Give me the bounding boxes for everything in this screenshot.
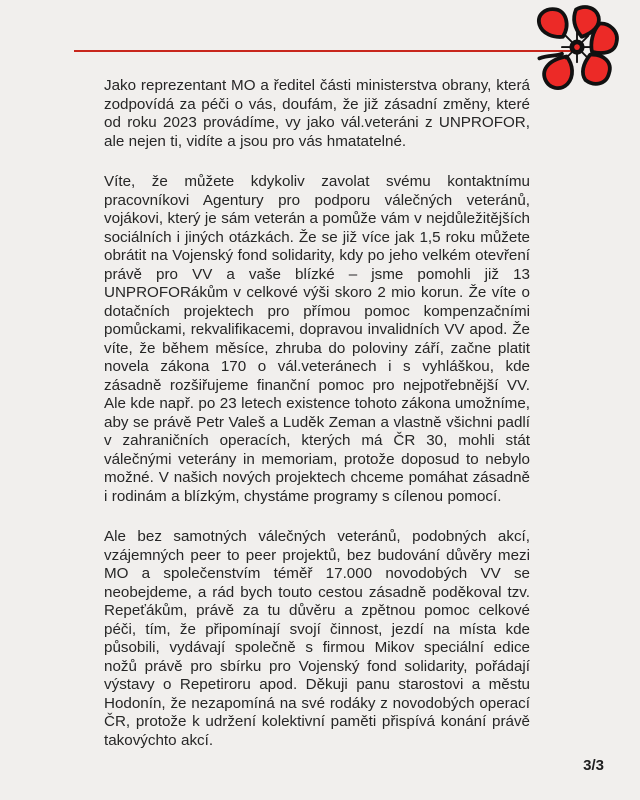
letter-body [104,77,530,772]
paragraph-2: Víte, že můžete kdykoliv zavolat svému kontaktnímu pracovníkovi Agentury pro podporu válečných veteránů, vojákovi, který je sám veterán a pomůže vám v nejdůležitějších sociálních i jiných otázkách. Že se již více jak 1,5 roku můžete obrátit na Vojenský fond solidarity, kdy po jeho velkém otevření právě pro VV a vaše blízké – jsme pomohli již 13 UNPROFORákům v celkové výši skoro 2 mio korun. Že víte o dotačních projektech pro přímou pomoc kompenzačními pomůckami, rekvalifikacemi, dopravou invalidních VV apod. Že víte, že během měsíce, zhruba do poloviny září, začne platit novela zákona 170 o vál.veteránech i s vyhláškou, kde zásadně rozšiřujeme finanční pomoc pro nejpotřebnější VV. Ale kde např. po 23 letech existence tohoto zákona umožníme, aby se právě Petr Valeš a Luděk Zeman a vlastně všichni padlí v zahraničních operacích, kterých má ČR 30, mohli stát válečnými veterány in memoriam, protože doposud to nebylo možné. V našich nových projektech chceme pomáhat zásadně i rodinám a blízkým, chystáme programy s cílenou pomocí. [104,173,530,505]
poppy-flower-icon [528,2,626,96]
header-divider [74,50,574,52]
paragraph-1: Jako reprezentant MO a ředitel části ministerstva obrany, která zodpovídá za péči o vás, doufám, že již zásadní změny, které od roku 2023 provádíme, vy jako vál.veteráni z UNPROFOR, ale nejen ti, vidíte a jsou pro vás hmatatelné. [104,77,530,150]
paragraph-3: Ale bez samotných válečných veteránů, podobných akcí, vzájemných peer to peer projektů, bez budování důvěry mezi MO a společenstvím téměř 17.000 novodobých VV se neobejdeme, a rád bych touto cestou zásadně poděkoval tzv. Repeťákům, právě za tu důvěru a zpětnou pomoc celkové péči, tím, že připomínají svojí činnost, jezdí na místa kde působili, vydávají společně s firmou Mikov speciální edice nožů právě pro sbírku pro Vojenský fond solidarity, pořádají výstavy o Repetiroru apod. Děkuji panu starostovi a městu Hodonín, že nezapomíná na své rodáky z novodobých operací ČR, protože k udržení kolektivní paměti přispívá konání právě takovýchto akcí. [104,528,530,749]
page-number: 3/3 [583,757,604,774]
